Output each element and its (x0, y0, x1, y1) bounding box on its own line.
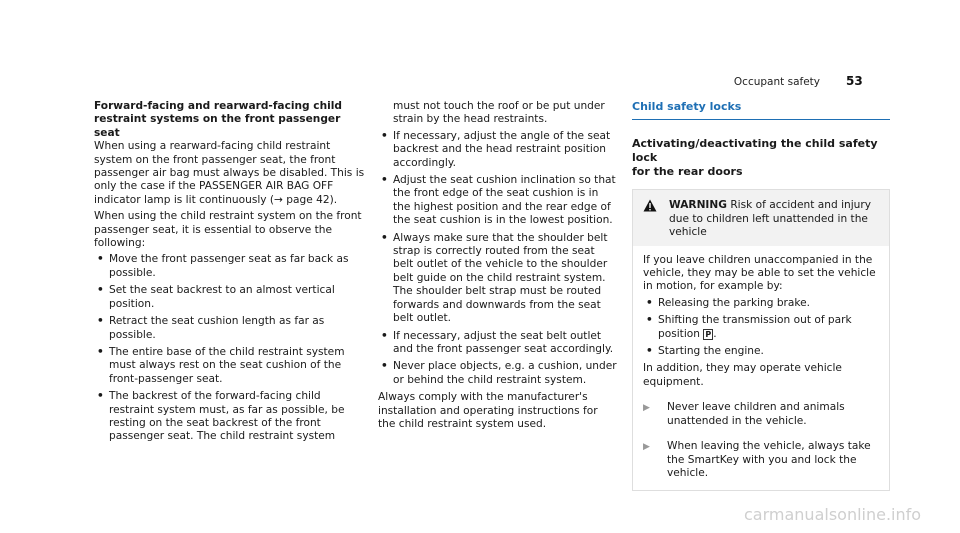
instruction-list (378, 130, 618, 387)
paragraph-manufacturer: Always comply with the manufacturer's installation and operating instructions for the child restraint system used. (378, 391, 598, 430)
warning-triangle-icon (643, 199, 669, 239)
list-item: • Adjust the seat cushion inclination so that the front edge of the seat cushion is in the highest position and the rear edge of the seat cushion is in the lowest position. (378, 174, 618, 228)
warning-label: WARNING (669, 199, 727, 212)
list-item: • The backrest of the forward-facing child restraint system must, as far as possible, be resting on the seat backrest of the front passenger seat. The child restraint system (94, 390, 366, 444)
list-item: • If necessary, adjust the seat belt outlet and the front passenger seat accordingly. (378, 330, 618, 357)
page-number: 53 (846, 74, 863, 88)
list-item: • Retract the seat cushion length as far as possible. (94, 315, 366, 342)
section-heading (94, 100, 366, 140)
section-title: Child safety locks (632, 100, 890, 120)
list-item: • Always make sure that the shoulder belt strap is correctly routed from the seat belt outlet of the vehicle to the shoulder belt guide on the child restraint system. The shoulder belt strap must be routed forwards and downwards from the seat belt outlet. (378, 232, 618, 326)
action-text: When leaving the vehicle, always take the SmartKey with you and lock the vehicle. (667, 440, 871, 479)
action-text: Never leave children and animals unattended in the vehicle. (667, 401, 845, 427)
list-item: • The entire base of the child restraint system must always rest on the seat cushion of the front-passenger seat. (94, 346, 366, 386)
list-item: • Never place objects, e.g. a cushion, under or behind the child restraint system. (378, 360, 618, 387)
warning-intro: If you leave children unaccompanied in the vehicle, they may be able to set the vehicle in motion, for example by: (643, 253, 876, 293)
warning-more: In addition, they may operate vehicle equipment. (643, 362, 842, 388)
heading-line-3: seat (94, 126, 120, 139)
park-position-icon: P (705, 329, 712, 339)
column-middle (378, 100, 618, 434)
instruction-list (94, 253, 366, 443)
list-item-text: Shifting the transmission out of park position (658, 314, 852, 340)
list-item: • Set the seat backrest to an almost vertical position. (94, 284, 366, 311)
arrow-right-icon: ▶ (643, 442, 650, 453)
warning-text: Risk of accident and injury due to children left unattended in the vehicle (669, 199, 872, 239)
column-right (632, 100, 890, 491)
subtitle-line-2: for the rear doors (632, 165, 743, 179)
action-item (643, 440, 879, 480)
running-header: Occupant safety (733, 76, 820, 88)
warning-list (643, 297, 879, 359)
continuation-text: must not touch the roof or be put under strain by the head restraints. (393, 100, 605, 126)
list-item: • Starting the engine. (643, 345, 879, 358)
list-item: • Shifting the transmission out of park position P . (643, 314, 879, 341)
column-left (94, 100, 366, 448)
warning-header (633, 190, 889, 245)
warning-box (632, 189, 890, 491)
heading-line-2: restraint systems on the front passenger (94, 113, 341, 126)
arrow-right-icon: ▶ (643, 403, 650, 414)
subtitle-line-1: Activating/deactivating the child safety lock (632, 137, 878, 165)
paragraph-observe: When using the child restraint system on the front passenger seat, it is essential to observe the following: (94, 210, 362, 250)
warning-text-wrap (669, 199, 879, 239)
list-item: • If necessary, adjust the angle of the seat backrest and the head restraint position accordingly. (378, 130, 618, 170)
action-item (643, 401, 879, 428)
list-item: • Releasing the parking brake. (643, 297, 879, 310)
paragraph-airbag: When using a rearward-facing child restraint system on the front passenger seat, the front passenger air bag must always be disabled. This is only the case if the PASSENGER AIR BAG OFF indicator lamp is lit continuously (→ page 42). (94, 140, 365, 206)
subsection-title (632, 137, 890, 179)
watermark: carmanualsonline.info (744, 505, 922, 524)
heading-line-1: Forward-facing and rearward-facing child (94, 100, 342, 112)
warning-body (633, 246, 889, 491)
list-item: • Move the front passenger seat as far back as possible. (94, 253, 366, 280)
